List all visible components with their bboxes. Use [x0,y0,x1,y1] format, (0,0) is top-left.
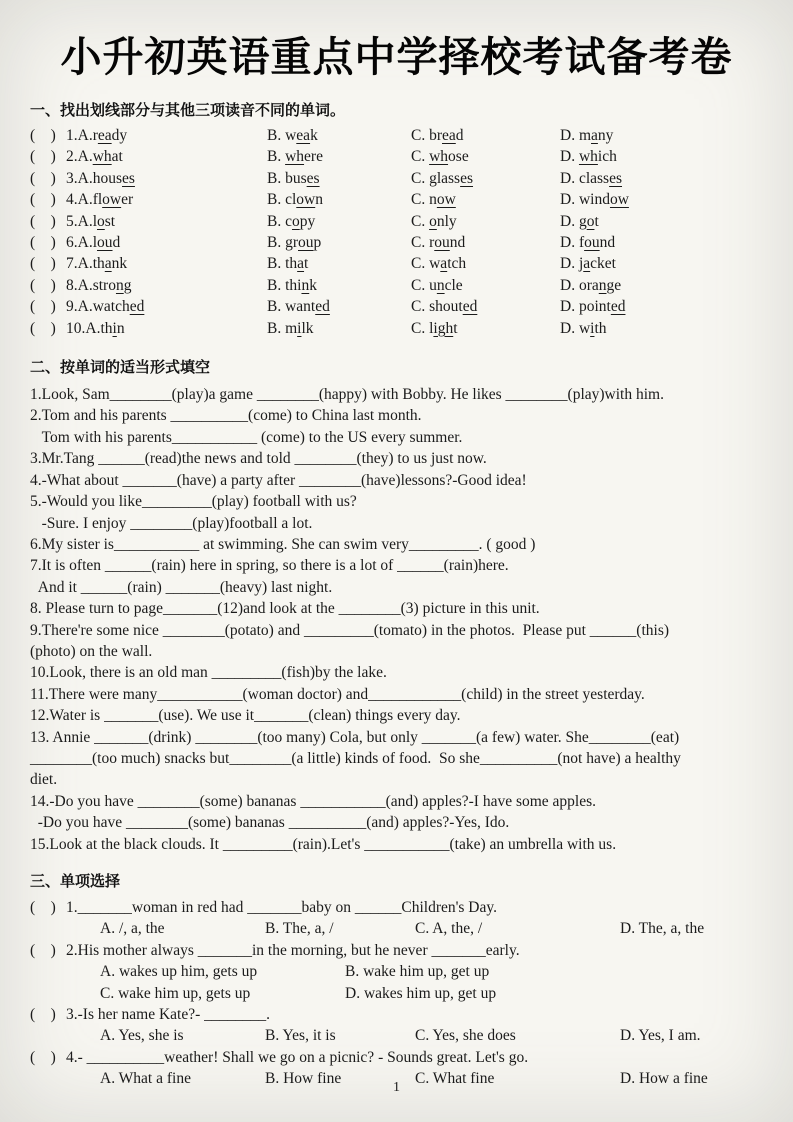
word-part: ny [597,127,614,144]
phonics-option [560,318,763,339]
word-part: r [429,234,435,252]
choice-option: A. /, a, the [100,920,165,938]
word-part: th [92,255,105,273]
word-part: t [304,255,309,273]
word-part: ose [448,148,469,166]
choice-options [100,918,763,939]
phonics-question-row [30,318,763,339]
page-content [0,99,793,1090]
underlined-part: wh [429,148,449,166]
option-label: B. [267,212,286,230]
word-part: n [315,191,323,209]
word-part: n [116,319,125,337]
word-part: n [429,191,437,209]
answer-bracket: ( ) [30,212,56,230]
underlined-part: a [583,255,591,273]
fill-blank-line: 12.Water is _______(use). We use it_______(clean) things every day. [30,707,461,725]
underlined-part: igh [433,319,454,337]
word-part: dy [111,127,128,144]
word-part: cket [590,255,616,273]
word-part: th [594,319,607,337]
fill-blank-line: 2.Tom and his parents __________(come) to China last month. [30,407,422,425]
answer-bracket: ( ) [30,298,56,316]
fill-blank-line: 5.-Would you like_________(play) football with us? [30,493,357,511]
stem-text: 4.- __________weather! Shall we go on a picnic? - Sounds great. Let's go. [66,1048,529,1066]
choice-options [100,1025,763,1046]
word-part: m [285,319,298,337]
underlined-part: es [122,169,135,187]
option-label: 6.A. [66,234,93,252]
option-label: D. [560,298,579,316]
underlined-part: n [598,276,607,294]
underlined-part: ow [102,191,122,209]
choice-option: C. What fine [415,1070,495,1088]
word-part: thi [285,276,302,294]
phonics-option [267,146,411,167]
choice-option: B. Yes, it is [265,1027,336,1045]
option-label: D. [560,148,579,166]
answer-bracket: ( ) [30,1048,56,1066]
section1-questions [30,125,763,339]
choice-question-stem [30,1047,763,1068]
underlined-part: n [301,276,310,294]
option-label: 8.A. [66,276,93,294]
word-part: ge [606,276,622,294]
phonics-option [560,189,763,210]
word-part: k [309,276,317,294]
word-part: u [429,276,437,294]
word-part: br [429,127,443,144]
phonics-option [411,232,560,253]
answer-bracket: ( ) [30,276,56,294]
option-label: B. [267,148,286,166]
choice-options [100,961,763,1004]
phonics-option [66,125,267,146]
fill-blank-line: -Sure. I enjoy ________(play)football a lot. [30,514,313,532]
phonics-option [66,168,267,189]
underlined-part: wh [92,148,112,166]
word-part: cl [285,191,297,209]
choice-option: B. wake him up, get up [345,963,490,981]
answer-bracket: ( ) [30,899,56,916]
fill-blank-line: 14.-Do you have ________(some) bananas ___________(and) apples?-I have some apples. [30,792,597,810]
underlined-part: a [104,255,112,273]
underlined-part: o [429,212,437,230]
choice-question-stem [30,897,763,918]
page-number: 1 [393,1080,400,1095]
word-part: watch [92,298,130,316]
option-label: B. [267,127,286,144]
phonics-option [411,211,560,232]
option-label: D. [560,255,579,273]
phonics-option [560,296,763,317]
word-part: w [578,319,591,337]
underlined-part: ea [442,127,456,144]
choice-option: D. Yes, I am. [620,1027,701,1045]
phonics-option [66,146,267,167]
section3-questions [30,897,763,1090]
section3-heading: 三、单项选择 [30,873,121,890]
underlined-part: n [436,276,445,294]
section1-heading: 一、找出划线部分与其他三项读音不同的单词。 [30,102,346,119]
underlined-part: i [590,319,595,337]
phonics-question-row [30,125,763,146]
option-label: 7.A. [66,255,93,273]
choice-option: B. The, a, / [265,920,334,938]
word-part: shout [429,298,463,316]
option-label: D. [560,212,579,230]
underlined-part: ea [296,127,311,144]
option-label: 10.A. [66,319,101,337]
word-part: gr [285,234,299,252]
phonics-option [267,232,411,253]
option-label: 9.A. [66,298,93,316]
fill-blank-line: Tom with his parents___________ (come) to the US every summer. [30,428,463,446]
underlined-part: ed [129,298,145,316]
phonics-option [411,189,560,210]
phonics-option [66,211,267,232]
option-label: C. [411,234,430,252]
option-label: C. [411,298,430,316]
phonics-option [411,146,560,167]
phonics-option [267,275,411,296]
answer-bracket: ( ) [30,169,56,187]
phonics-option [411,168,560,189]
choice-option: B. How fine [265,1070,342,1088]
word-part: tch [447,255,467,273]
phonics-question-row [30,168,763,189]
phonics-option [560,232,763,253]
section2-lines [30,384,763,855]
underlined-part: ed [610,298,626,316]
stem-text: 2.His mother always _______in the morning, but he never _______early. [66,941,520,959]
fill-blank-line: diet. [30,771,58,789]
word-part: er [121,191,134,209]
phonics-option [267,211,411,232]
underlined-part: o [586,212,595,230]
word-part: w [429,255,441,273]
word-part: l [92,234,98,252]
word-part: d [112,234,121,252]
phonics-option [560,253,763,274]
underlined-part: a [591,127,598,144]
option-label: B. [267,255,286,273]
word-part: glass [429,169,461,187]
phonics-option [66,253,267,274]
phonics-question-row [30,211,763,232]
word-part: ere [304,148,323,166]
word-part: j [578,255,584,273]
page-title: 小升初英语重点中学择校考试备考卷 [60,34,733,80]
option-label: 3.A. [66,169,93,187]
word-part: l [92,212,98,230]
word-part: stro [92,276,116,294]
underlined-part: a [297,255,305,273]
option-label: B. [267,169,286,187]
answer-bracket: ( ) [30,148,56,166]
word-part: th [100,319,113,337]
phonics-question-row [30,296,763,317]
fill-blank-line: 10.Look, there is an old man _________(fish)by the lake. [30,664,387,682]
phonics-option [267,296,411,317]
underlined-part: n [115,276,124,294]
word-part: want [285,298,316,316]
phonics-option [267,168,411,189]
option-label: C. [411,191,430,209]
option-label: 5.A. [66,212,93,230]
underlined-part: o [97,212,105,230]
word-part: c [285,212,292,230]
answer-bracket: ( ) [30,319,56,337]
word-part: lk [301,319,314,337]
choice-option: A. What a fine [100,1070,191,1088]
phonics-option [66,275,267,296]
option-label: C. [411,212,430,230]
stem-text: 1._______woman in red had _______baby on ______Children's Day. [66,899,497,916]
option-label: B. [267,234,286,252]
section2-heading: 二、按单词的适当形式填空 [30,359,211,377]
underlined-part: es [306,169,320,187]
fill-blank-line: (photo) on the wall. [30,642,153,660]
answer-bracket: ( ) [30,941,56,959]
option-label: D. [560,319,579,337]
option-label: C. [411,148,430,166]
underlined-part: ed [462,298,478,316]
phonics-option [267,253,411,274]
underlined-part: ou [298,234,314,252]
word-part: r [92,127,98,144]
phonics-option [66,296,267,317]
word-part: class [578,169,610,187]
fill-blank-line: 1.Look, Sam________(play)a game ________(happy) with Bobby. He likes ________(play)with him. [30,386,664,404]
choice-option: C. wake him up, gets up [100,984,251,1002]
phonics-option [560,146,763,167]
underlined-part: i [112,319,117,337]
phonics-option [267,125,411,146]
phonics-option [411,318,560,339]
underlined-part: ow [296,191,316,209]
choice-option: D. How a fine [620,1070,708,1088]
phonics-question-row [30,275,763,296]
phonics-option [560,125,763,146]
phonics-option [411,253,560,274]
stem-text: 3.-Is her name Kate?- ________. [66,1006,271,1024]
option-label: D. [560,276,579,294]
underlined-part: ou [434,234,450,252]
phonics-question-row [30,189,763,210]
word-part: at [111,148,123,166]
answer-bracket: ( ) [30,127,56,144]
word-part: f [578,234,585,252]
word-part: k [310,127,318,144]
fill-blank-line: 9.There're some nice ________(potato) and _________(tomato) in the photos. Please put ______(this) [30,621,670,639]
phonics-option [267,318,411,339]
underlined-part: ea [97,127,112,144]
choice-option: C. A, the, / [415,920,483,938]
word-part: t [594,212,599,230]
word-part: m [578,127,592,144]
option-label: 1.A. [66,127,93,144]
underlined-part: o [291,212,300,230]
phonics-option [411,125,560,146]
word-part: nd [599,234,616,252]
option-label: 2.A. [66,148,93,166]
word-part: ich [597,148,617,166]
option-label: D. [560,169,579,187]
underlined-part: i [297,319,302,337]
word-part: d [455,127,464,144]
option-label: B. [267,298,286,316]
phonics-option [411,296,560,317]
word-part: g [123,276,132,294]
word-part: l [429,319,434,337]
phonics-option [560,275,763,296]
word-part: cle [444,276,463,294]
answer-bracket: ( ) [30,234,56,252]
choice-question-stem [30,940,763,961]
underlined-part: wh [578,148,598,166]
word-part: bus [285,169,307,187]
phonics-option [66,318,267,339]
word-part: hous [92,169,122,187]
option-label: 4.A. [66,191,93,209]
option-label: C. [411,169,430,187]
fill-blank-line: ________(too much) snacks but________(a little) kinds of food. So she__________(not have) a healthy [30,749,681,767]
word-part: th [285,255,298,273]
word-part: ora [578,276,599,294]
fill-blank-line: 6.My sister is___________ at swimming. She can swim very_________. ( good ) [30,535,536,553]
fill-blank-line: 3.Mr.Tang ______(read)the news and told ________(they) to us just now. [30,450,487,468]
option-label: D. [560,127,579,144]
phonics-option [267,189,411,210]
choice-option: A. Yes, she is [100,1027,184,1045]
fill-blank-line: 13. Annie _______(drink) ________(too many) Cola, but only _______(a few) water. She________(eat) [30,728,680,746]
word-part: w [285,127,297,144]
choice-question-stem [30,1004,763,1025]
answer-bracket: ( ) [30,255,56,273]
word-part: wind [578,191,610,209]
word-part: point [578,298,611,316]
word-part: fl [92,191,103,209]
option-label: D. [560,191,579,209]
choice-option: A. wakes up him, gets up [100,963,258,981]
word-part: g [578,212,587,230]
option-label: D. [560,234,579,252]
choice-option: C. Yes, she does [415,1027,516,1045]
option-label: C. [411,127,430,144]
option-label: B. [267,276,286,294]
underlined-part: es [460,169,474,187]
word-part: py [299,212,316,230]
phonics-question-row [30,232,763,253]
fill-blank-line: 4.-What about _______(have) a party after ________(have)lessons?-Good idea! [30,471,527,489]
phonics-option [560,168,763,189]
underlined-part: wh [285,148,305,166]
fill-blank-line: And it ______(rain) _______(heavy) last night. [30,578,333,596]
underlined-part: ou [97,234,113,252]
word-part: nd [449,234,466,252]
phonics-question-row [30,146,763,167]
underlined-part: ed [315,298,330,316]
fill-blank-line: 8. Please turn to page_______(12)and look at the ________(3) picture in this unit. [30,600,540,618]
underlined-part: ow [609,191,629,209]
underlined-part: a [440,255,448,273]
word-part: p [313,234,322,252]
option-label: B. [267,319,286,337]
option-label: C. [411,319,430,337]
underlined-part: ow [436,191,456,209]
choice-option: D. The, a, the [620,920,705,938]
underlined-part: ou [584,234,600,252]
fill-blank-line: -Do you have ________(some) bananas __________(and) apples?-Yes, Ido. [30,814,510,832]
fill-blank-line: 7.It is often ______(rain) here in spring, so there is a lot of ______(rain)here. [30,557,509,575]
option-label: C. [411,255,430,273]
option-label: C. [411,276,430,294]
answer-bracket: ( ) [30,1006,56,1024]
fill-blank-line: 11.There were many___________(woman doctor) and____________(child) in the street yesterday. [30,685,645,703]
fill-blank-line: 15.Look at the black clouds. It _________(rain).Let's ___________(take) an umbrella with us. [30,835,617,853]
option-label: B. [267,191,286,209]
word-part: st [104,212,116,230]
answer-bracket: ( ) [30,191,56,209]
phonics-option [66,189,267,210]
phonics-option [560,211,763,232]
underlined-part: es [609,169,623,187]
phonics-option [411,275,560,296]
phonics-option [66,232,267,253]
word-part: nly [436,212,457,230]
phonics-question-row [30,253,763,274]
word-part: t [453,319,458,337]
word-part: nk [111,255,128,273]
choice-option: D. wakes him up, get up [345,984,497,1002]
